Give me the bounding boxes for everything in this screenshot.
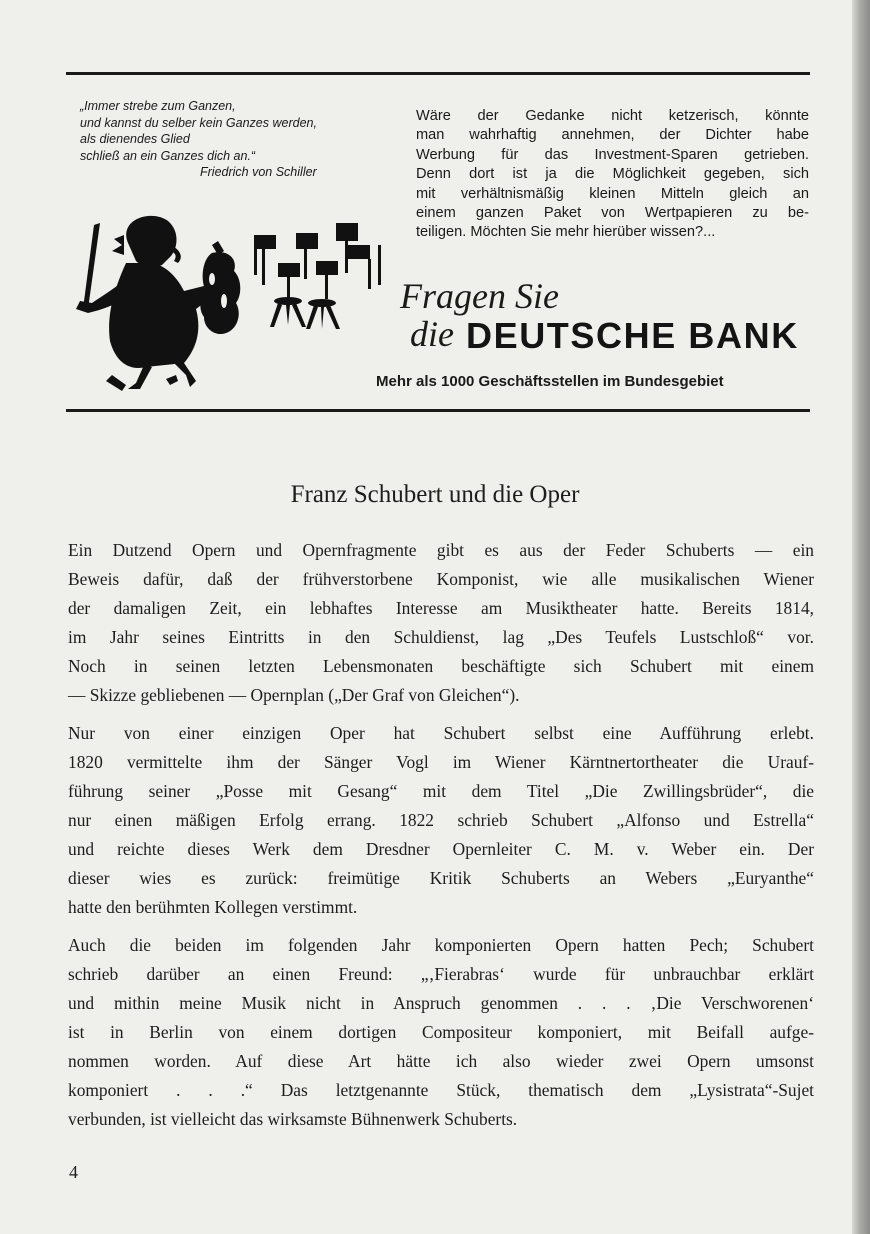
text-line: dieser wies es zurück: freimütige Kritik Schuberts an Webers „Euryanthe“: [68, 868, 814, 888]
ad-line: einem ganzen Paket von Wertpapieren zu be-: [416, 205, 809, 222]
text-line: Auch die beiden im folgenden Jahr komponierten Opern hatten Pech; Schubert: [68, 935, 814, 955]
text-line: und reichte dieses Werk dem Dresdner Opernleiter C. M. v. Weber ein. Der: [68, 839, 814, 859]
violinist-silhouette-icon: [66, 205, 396, 395]
ad-line: man wahrhaftig annehmen, der Dichter habe: [416, 127, 809, 144]
article-title: Franz Schubert und die Oper: [290, 481, 580, 508]
bank-slogan: [400, 276, 810, 366]
text-line: nur einen mäßigen Erfolg errang. 1822 schrieb Schubert „Alfonso und Estrella“: [68, 810, 814, 830]
article-body: [68, 536, 814, 1143]
ad-line: teiligen. Möchten Sie mehr hierüber wissen?...: [416, 224, 716, 241]
text-line: im Jahr seines Eintritts in den Schuldienst, lag „Des Teufels Lustschloß“ vor.: [68, 627, 814, 647]
text-line: — Skizze gebliebenen — Opernplan („Der Graf von Gleichen“).: [68, 685, 520, 705]
page-edge-shadow: [852, 0, 870, 1234]
quote-line: „Immer strebe zum Ganzen,: [80, 99, 236, 113]
text-line: schrieb darüber an einen Freund: „‚Fierabras‘ wurde für unbrauchbar erklärt: [68, 964, 814, 984]
ad-line: Wäre der Gedanke nicht ketzerisch, könnte: [416, 108, 809, 124]
text-line: hatte den berühmten Kollegen verstimmt.: [68, 897, 358, 917]
slogan-fragen-sie: Fragen Sie: [400, 276, 559, 316]
paragraph: [68, 931, 814, 1134]
text-line: und mithin meine Musik nicht in Anspruch genommen . . . ‚Die Verschworenen‘: [68, 993, 814, 1013]
page-number: 4: [69, 1162, 78, 1182]
bottom-rule: [66, 409, 810, 412]
slogan-die: die: [410, 314, 454, 354]
text-line: verbunden, ist vielleicht das wirksamste Bühnenwerk Schuberts.: [68, 1109, 518, 1129]
top-rule: [66, 72, 810, 75]
text-line: Ein Dutzend Opern und Opernfragmente gibt es aus der Feder Schuberts — ein: [68, 540, 814, 560]
bank-name: DEUTSCHE BANK: [466, 315, 799, 356]
branches-text: Mehr als 1000 Geschäftsstellen im Bundesgebiet: [376, 373, 724, 390]
text-line: komponiert . . .“ Das letztgenannte Stück, thematisch dem „Lysistrata“-Sujet: [68, 1080, 814, 1100]
text-line: ist in Berlin von einem dortigen Compositeur komponiert, mit Beifall aufge-: [68, 1022, 814, 1042]
schiller-quote: [80, 98, 380, 181]
quote-line: als dienendes Glied: [80, 132, 190, 147]
quote-line: und kannst du selber kein Ganzes werden,: [80, 115, 317, 130]
text-line: der damaligen Zeit, ein lebhaftes Interesse am Musiktheater hatte. Bereits 1814,: [68, 598, 814, 618]
ad-line: mit verhältnismäßig kleinen Mitteln gleich an: [416, 185, 809, 202]
ad-text: [416, 107, 809, 243]
text-line: nommen worden. Auf diese Art hätte ich also wieder zwei Opern umsonst: [68, 1051, 814, 1071]
paragraph: [68, 536, 814, 710]
ad-line: Werbung für das Investment-Sparen getrieben.: [416, 146, 809, 163]
text-line: 1820 vermittelte ihm der Sänger Vogl im Wiener Kärntnertortheater die Urauf-: [68, 752, 814, 772]
text-line: führung seiner „Posse mit Gesang“ mit dem Titel „Die Zwillingsbrüder“, die: [68, 781, 814, 801]
text-line: Nur von einer einzigen Oper hat Schubert selbst eine Aufführung erlebt.: [68, 723, 814, 743]
quote-author: Friedrich von Schiller: [200, 165, 317, 180]
text-line: Beweis dafür, daß der frühverstorbene Komponist, wie alle musikalischen Wiener: [68, 569, 814, 589]
paragraph: [68, 719, 814, 922]
text-line: Noch in seinen letzten Lebensmonaten beschäftigte sich Schubert mit einem: [68, 656, 814, 676]
ad-line: Denn dort ist ja die Möglichkeit gegeben, sich: [416, 166, 809, 183]
quote-line: schließ an ein Ganzes dich an.“: [80, 148, 256, 163]
orchestra-illustration: [66, 205, 396, 395]
music-stands-icon: [254, 223, 381, 329]
